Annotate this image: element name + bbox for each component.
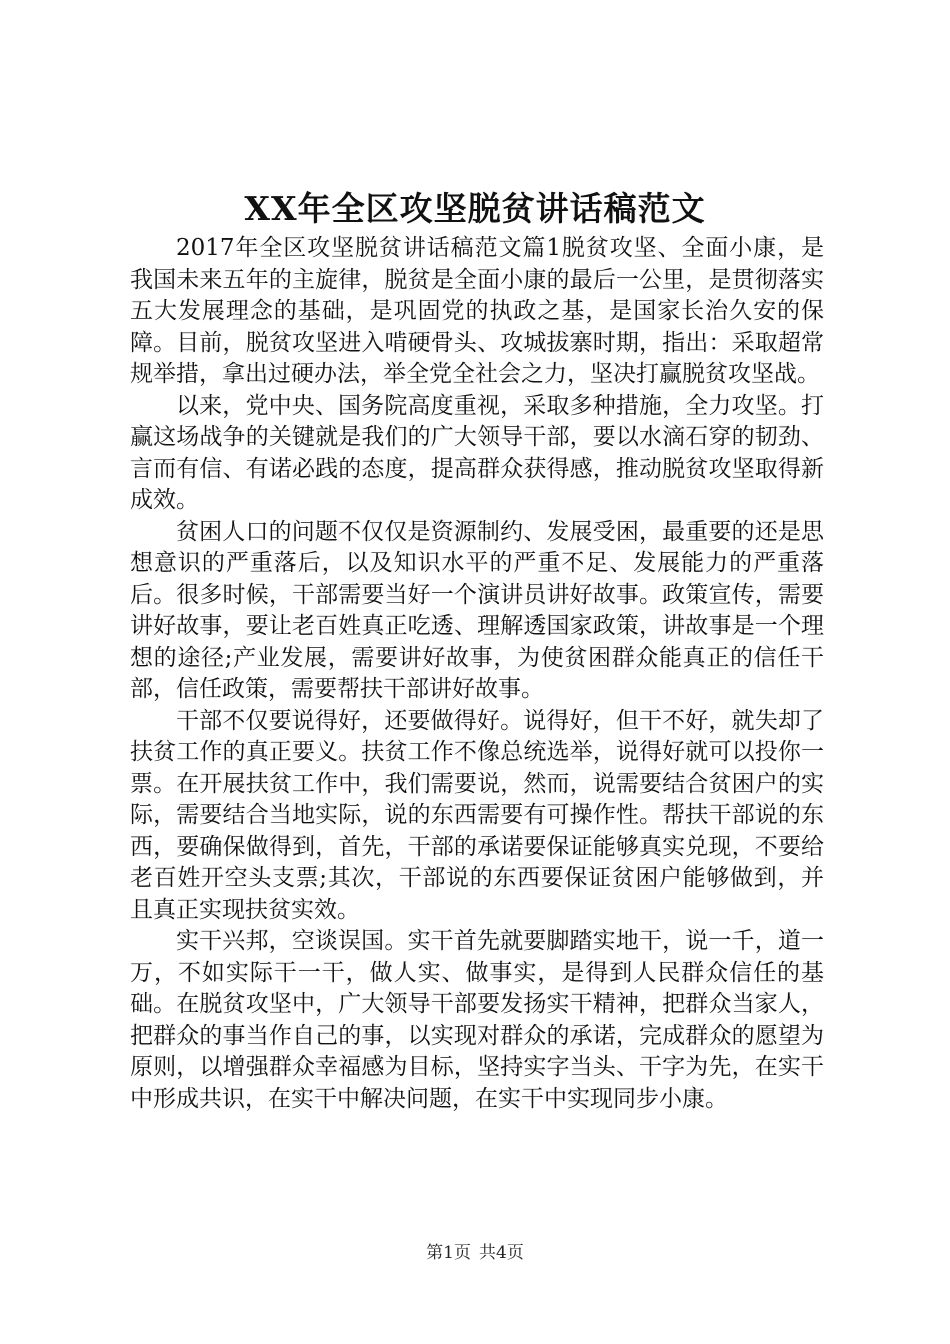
paragraph: 以来，党中央、国务院高度重视，采取多种措施，全力攻坚。打赢这场战争的关键就是我们的广大领导干部，要以水滴石穿的韧劲、言而有信、有诺必践的态度，提高群众获得感，推动脱贫攻坚取得新成效。 [130, 392, 824, 513]
page-footer [0, 1241, 950, 1265]
paragraph: 贫困人口的问题不仅仅是资源制约、发展受困，最重要的还是思想意识的严重落后，以及知识水平的严重不足、发展能力的严重落后。很多时候，干部需要当好一个演讲员讲好故事。政策宣传，需要讲好故事，要让老百姓真正吃透、理解透国家政策，讲故事是一个理想的途径;产业发展，需要讲好故事，为使贫困群众能真正的信任干部，信任政策，需要帮扶干部讲好故事。 [130, 518, 824, 702]
paragraph: 实干兴邦，空谈误国。实干首先就要脚踏实地干，说一千，道一万，不如实际干一干，做人实、做事实，是得到人民群众信任的基础。在脱贫攻坚中，广大领导干部要发扬实干精神，把群众当家人，把群众的事当作自己的事，以实现对群众的承诺，完成群众的愿望为原则，以增强群众幸福感为目标，坚持实字当头、干字为先，在实干中形成共识，在实干中解决问题，在实干中实现同步小康。 [130, 928, 824, 1112]
page-number: 第1页 [426, 1243, 471, 1263]
document-title: XX年全区攻坚脱贫讲话稿范文 [244, 189, 706, 228]
page-total: 共4页 [479, 1243, 524, 1263]
paragraph: 2017年全区攻坚脱贫讲话稿范文篇1脱贫攻坚、全面小康，是我国未来五年的主旋律，脱贫是全面小康的最后一公里，是贯彻落实五大发展理念的基础，是巩固党的执政之基，是国家长治久安的保障。目前，脱贫攻坚进入啃硬骨头、攻城拔寨时期，指出：采取超常规举措，拿出过硬办法，举全党全社会之力，坚决打赢脱贫攻坚战。 [130, 235, 824, 387]
document-body [130, 233, 824, 1115]
paragraph: 干部不仅要说得好，还要做得好。说得好，但干不好，就失却了扶贫工作的真正要义。扶贫工作不像总统选举，说得好就可以投你一票。在开展扶贫工作中，我们需要说，然而，说需要结合贫困户的实际，需要结合当地实际，说的东西需要有可操作性。帮扶干部说的东西，要确保做得到，首先，干部的承诺要保证能够真实兑现，不要给老百姓开空头支票;其次，干部说的东西要保证贫困户能够做到，并且真正实现扶贫实效。 [130, 707, 824, 923]
